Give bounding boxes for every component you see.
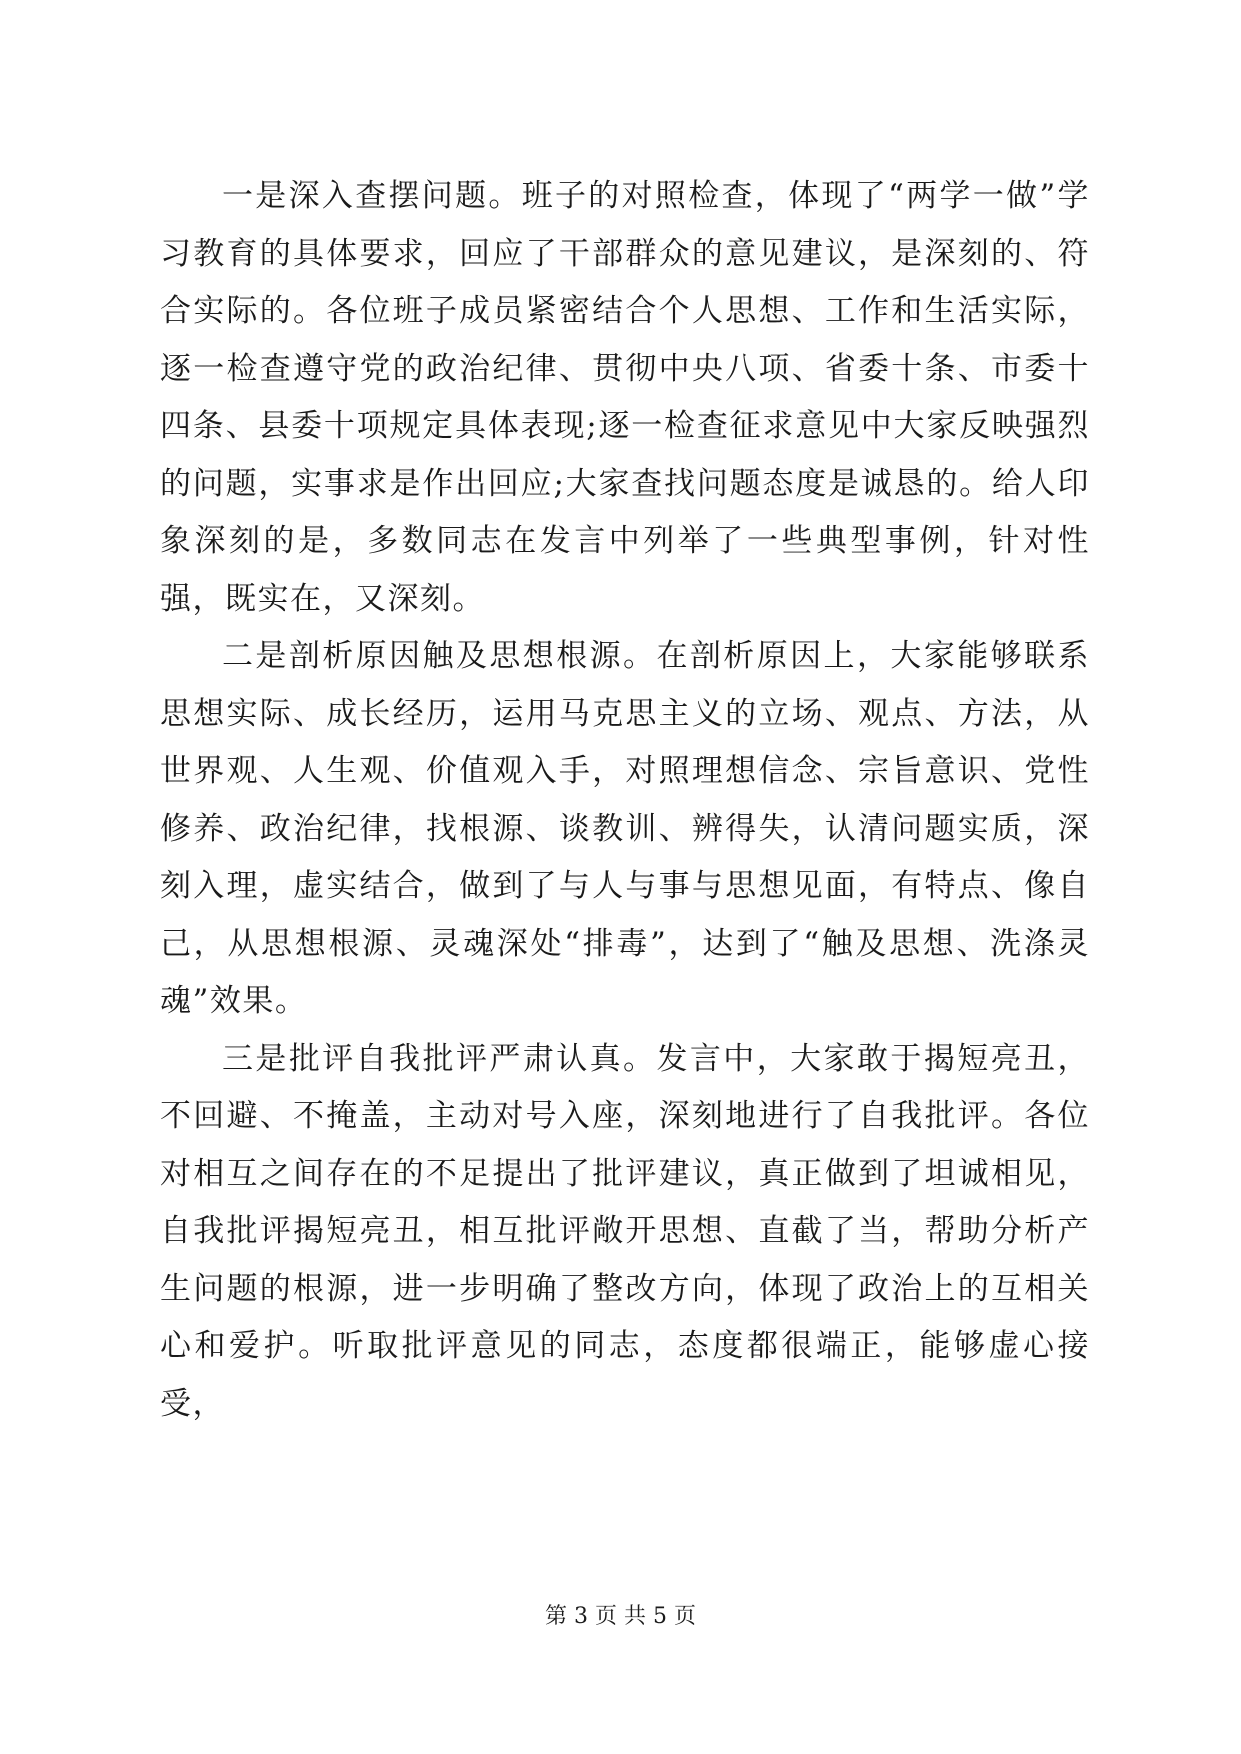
paragraph-3: 三是批评自我批评严肃认真。发言中，大家敢于揭短亮丑，不回避、不掩盖，主动对号入座，深刻地进行了自我批评。各位对相互之间存在的不足提出了批评建议，真正做到了坦诚相见，自我批评揭短亮丑，相互批评敞开思想、直截了当，帮助分析产生问题的根源，进一步明确了整改方向，体现了政治上的互相关心和爱护。听取批评意见的同志，态度都很端正，能够虚心接受， <box>160 1040 1090 1422</box>
page-number-footer: 第 3 页 共 5 页 <box>545 1604 696 1629</box>
document-body <box>160 168 1090 1433</box>
paragraph-1: 一是深入查摆问题。班子的对照检查，体现了“两学一做”学习教育的具体要求，回应了干部群众的意见建议，是深刻的、符合实际的。各位班子成员紧密结合个人思想、工作和生活实际，逐一检查遵守党的政治纪律、贯彻中央八项、省委十条、市委十四条、县委十项规定具体表现;逐一检查征求意见中大家反映强烈的问题，实事求是作出回应;大家查找问题态度是诚恳的。给人印象深刻的是，多数同志在发言中列举了一些典型事例，针对性强，既实在，又深刻。 <box>160 178 1090 617</box>
paragraph-2: 二是剖析原因触及思想根源。在剖析原因上，大家能够联系思想实际、成长经历，运用马克思主义的立场、观点、方法，从世界观、人生观、价值观入手，对照理想信念、宗旨意识、党性修养、政治纪律，找根源、谈教训、辨得失，认清问题实质，深刻入理，虚实结合，做到了与人与事与思想见面，有特点、像自己，从思想根源、灵魂深处“排毒”，达到了“触及思想、洗涤灵魂”效果。 <box>160 638 1090 1019</box>
